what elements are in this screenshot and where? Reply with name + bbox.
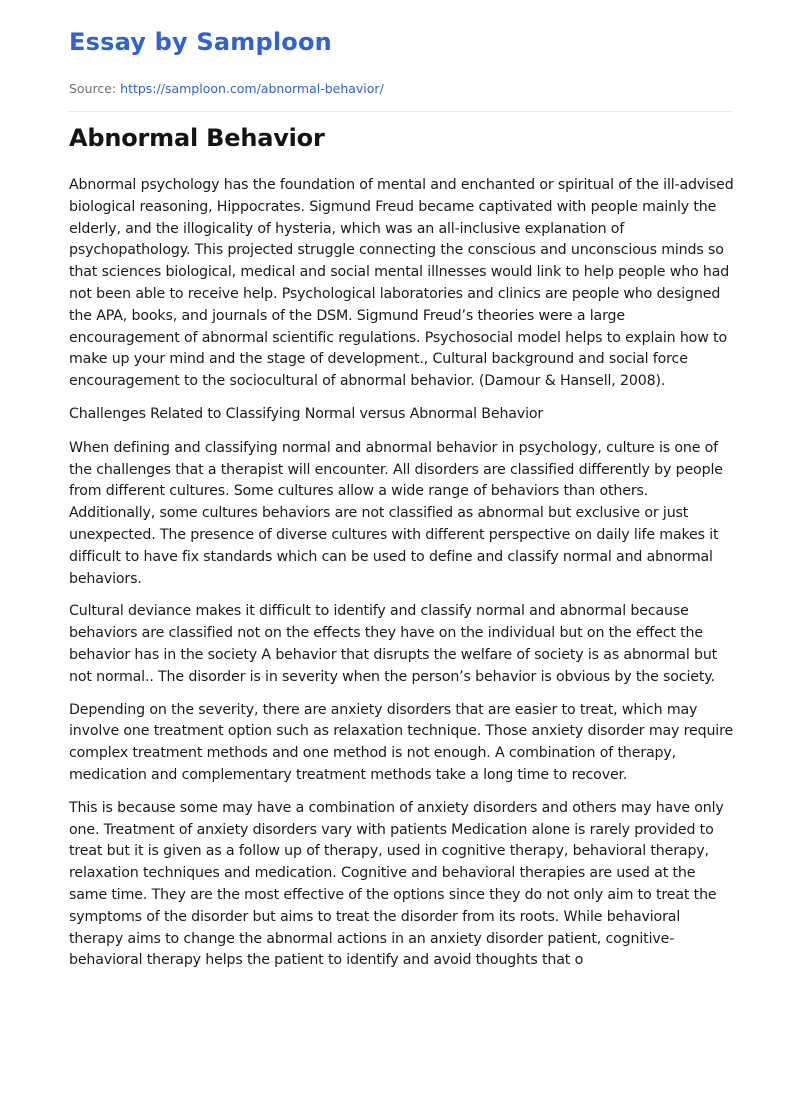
paragraph: This is because some may have a combination of anxiety disorders and others may have only one. Treatment of anxiety disorders vary with patients Medication alone is rarely provided to treat but it is given as a follow up of therapy, used in cognitive therapy, behavioral therapy, relaxation techniques and medication. Cognitive and behavioral therapies are used at the same time. They are the most effective of the options since they do not only aim to treat the symptoms of the disorder but aims to treat the disorder from its roots. While behavioral therapy aims to change the abnormal actions in an anxiety disorder patient, cognitive-behavioral therapy helps the patient to identify and avoid thoughts that o xyxy=(69,799,724,969)
source-link[interactable]: https://samploon.com/abnormal-behavior/ xyxy=(120,81,384,96)
essay-body xyxy=(69,175,737,983)
paragraph: Cultural deviance makes it difficult to identify and classify normal and abnormal because behaviors are classified not on the effects they have on the individual but on the effect the behavior has in the society A behavior that disrupts the welfare of society is as abnormal but not normal.. The disorder is in severity when the person’s behavior is obvious by the society. xyxy=(69,603,718,685)
section-heading: Challenges Related to Classifying Normal versus Abnormal Behavior xyxy=(69,405,544,422)
site-brand[interactable]: Essay by Samploon xyxy=(69,28,332,56)
source-label: Source: xyxy=(69,81,117,96)
paragraph: Abnormal psychology has the foundation of mental and enchanted or spiritual of the ill-advised biological reasoning, Hippocrates. Sigmund Freud became captivated with people mainly the elderly, and the illogicality of hysteria, which was an all-inclusive explanation of psychopathology. This projected struggle connecting the conscious and unconscious minds so that sciences biological, medical and social mental illnesses would link to help people who had not been able to receive help. Psychological laboratories and clinics are people who designed the APA, books, and journals of the DSM. Sigmund Freud’s theories were a large encouragement of abnormal scientific regulations. Psychosocial model helps to explain how to make up your mind and the stage of development., Cultural background and social force encouragement to the sociocultural of abnormal behavior. (Damour & Hansell, 2008). xyxy=(69,177,734,390)
paragraph: Depending on the severity, there are anxiety disorders that are easier to treat, which may involve one treatment option such as relaxation technique. Those anxiety disorder may require complex treatment methods and one method is not enough. A combination of therapy, medication and complementary treatment methods take a long time to recover. xyxy=(69,701,734,783)
source-line xyxy=(69,81,384,96)
essay-title: Abnormal Behavior xyxy=(69,124,325,152)
header-divider xyxy=(69,111,731,112)
paragraph: When defining and classifying normal and abnormal behavior in psychology, culture is one of the challenges that a therapist will encounter. All disorders are classified differently by people from different cultures. Some cultures allow a wide range of behaviors than others. Additionally, some cultures behaviors are not classified as abnormal but exclusive or just unexpected. The presence of diverse cultures with different perspective on daily life makes it difficult to have fix standards which can be used to define and classify normal and abnormal behaviors. xyxy=(69,439,723,587)
